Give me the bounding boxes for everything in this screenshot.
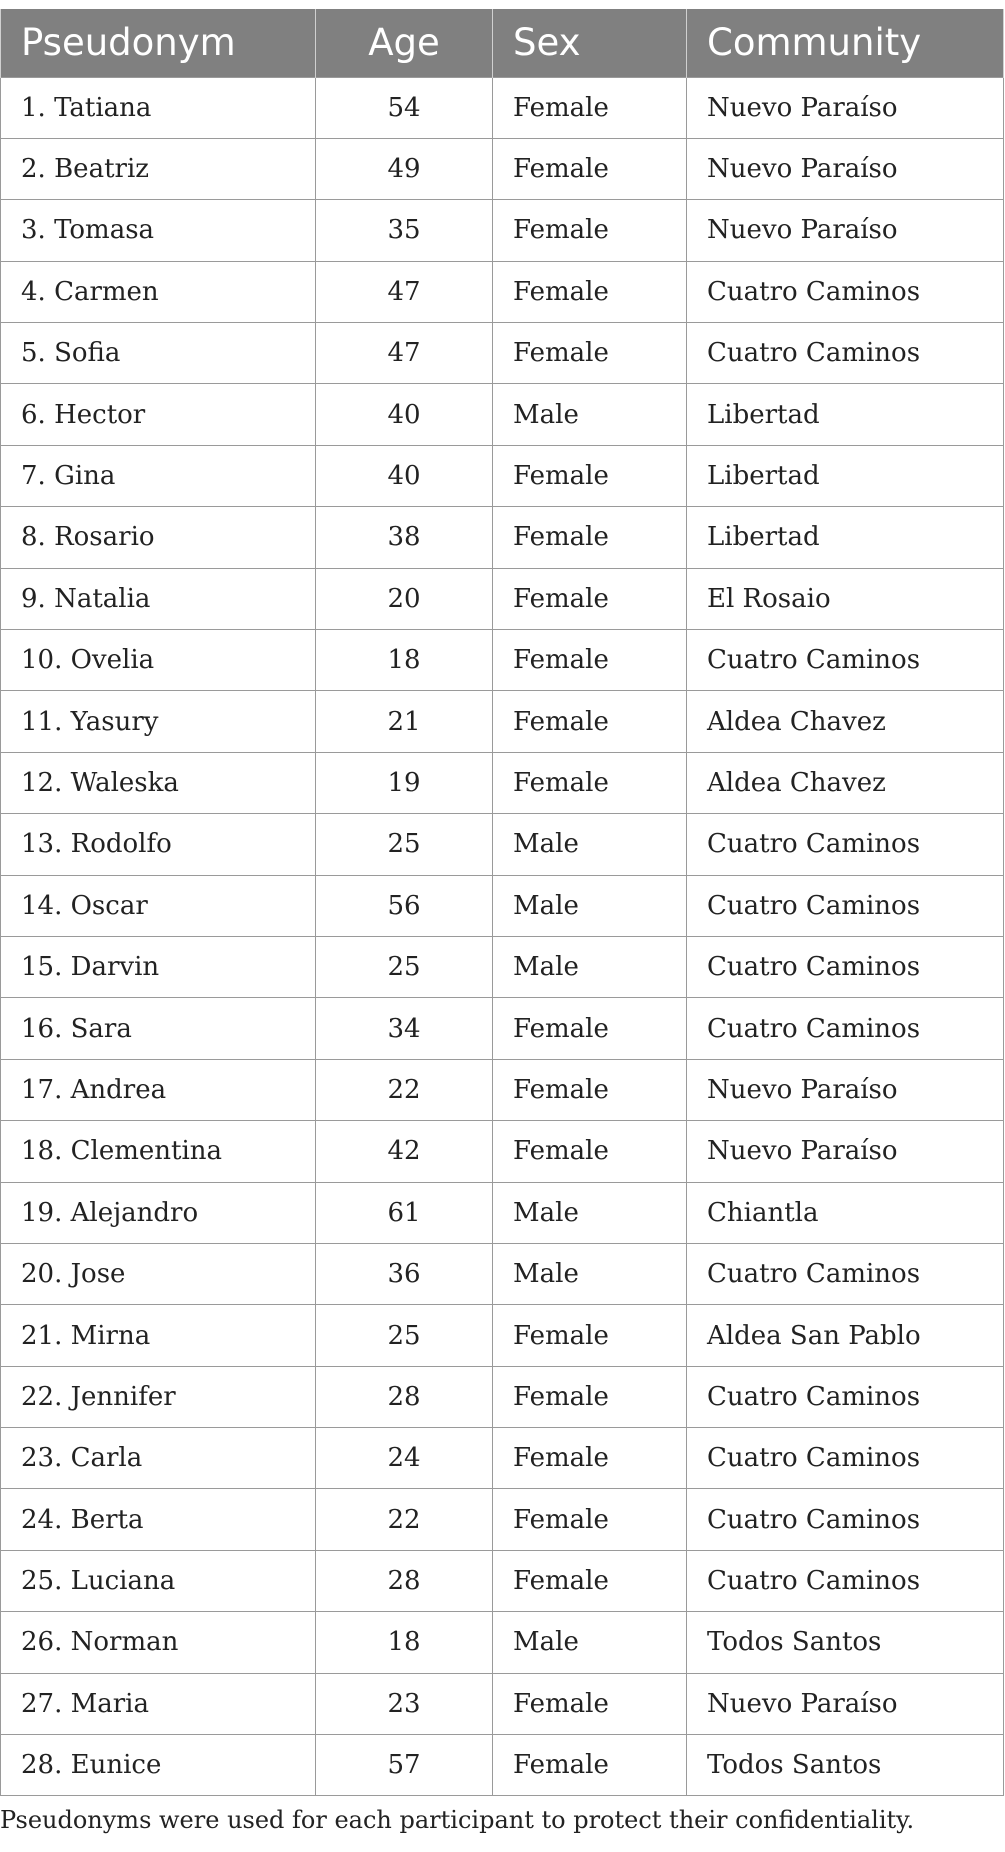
table-row	[1, 1305, 1004, 1366]
pseudonym-cell: 10. Ovelia	[1, 630, 316, 691]
age-cell: 25	[316, 936, 493, 997]
community-cell: Nuevo Paraíso	[687, 77, 1004, 138]
pseudonym-cell: 5. Sofia	[1, 323, 316, 384]
table-row	[1, 875, 1004, 936]
pseudonym-cell: 4. Carmen	[1, 261, 316, 322]
community-cell: Libertad	[687, 445, 1004, 506]
sex-cell: Female	[493, 200, 687, 261]
table-row	[1, 1366, 1004, 1427]
table-row	[1, 323, 1004, 384]
community-cell: Libertad	[687, 507, 1004, 568]
table-row	[1, 1428, 1004, 1489]
table-footnote: Pseudonyms were used for each participant to protect their confidentiality.	[0, 1806, 915, 1834]
sex-cell: Female	[493, 138, 687, 199]
sex-cell: Female	[493, 1673, 687, 1734]
age-cell: 28	[316, 1366, 493, 1427]
age-cell: 54	[316, 77, 493, 138]
age-cell: 23	[316, 1673, 493, 1734]
age-cell: 25	[316, 1305, 493, 1366]
pseudonym-cell: 9. Natalia	[1, 568, 316, 629]
age-cell: 47	[316, 323, 493, 384]
pseudonym-cell: 12. Waleska	[1, 752, 316, 813]
sex-cell: Male	[493, 1182, 687, 1243]
pseudonym-cell: 3. Tomasa	[1, 200, 316, 261]
table-header	[1, 9, 1004, 77]
pseudonym-cell: 23. Carla	[1, 1428, 316, 1489]
table-row	[1, 1243, 1004, 1304]
age-cell: 28	[316, 1550, 493, 1611]
pseudonym-cell: 16. Sara	[1, 998, 316, 1059]
table-row	[1, 445, 1004, 506]
age-cell: 21	[316, 691, 493, 752]
age-cell: 22	[316, 1059, 493, 1120]
sex-cell: Female	[493, 1059, 687, 1120]
table-row	[1, 1059, 1004, 1120]
sex-cell: Female	[493, 1366, 687, 1427]
community-cell: Cuatro Caminos	[687, 1550, 1004, 1611]
table-row	[1, 261, 1004, 322]
table-row	[1, 1612, 1004, 1673]
sex-cell: Female	[493, 1489, 687, 1550]
community-cell: Nuevo Paraíso	[687, 138, 1004, 199]
age-cell: 57	[316, 1735, 493, 1796]
table-body	[1, 77, 1004, 1796]
header-pseudonym: Pseudonym	[1, 9, 316, 77]
pseudonym-cell: 26. Norman	[1, 1612, 316, 1673]
age-cell: 25	[316, 814, 493, 875]
community-cell: Aldea Chavez	[687, 752, 1004, 813]
pseudonym-cell: 17. Andrea	[1, 1059, 316, 1120]
table-row	[1, 1673, 1004, 1734]
community-cell: Cuatro Caminos	[687, 261, 1004, 322]
age-cell: 24	[316, 1428, 493, 1489]
table-row	[1, 1735, 1004, 1796]
table-row	[1, 691, 1004, 752]
sex-cell: Female	[493, 1550, 687, 1611]
age-cell: 47	[316, 261, 493, 322]
community-cell: Aldea Chavez	[687, 691, 1004, 752]
sex-cell: Male	[493, 875, 687, 936]
sex-cell: Female	[493, 568, 687, 629]
sex-cell: Female	[493, 445, 687, 506]
age-cell: 18	[316, 630, 493, 691]
community-cell: Nuevo Paraíso	[687, 1673, 1004, 1734]
community-cell: Todos Santos	[687, 1735, 1004, 1796]
pseudonym-cell: 1. Tatiana	[1, 77, 316, 138]
age-cell: 40	[316, 384, 493, 445]
sex-cell: Female	[493, 752, 687, 813]
pseudonym-cell: 15. Darvin	[1, 936, 316, 997]
header-sex: Sex	[493, 9, 687, 77]
pseudonym-cell: 22. Jennifer	[1, 1366, 316, 1427]
age-cell: 36	[316, 1243, 493, 1304]
community-cell: Nuevo Paraíso	[687, 200, 1004, 261]
table-row	[1, 752, 1004, 813]
age-cell: 35	[316, 200, 493, 261]
community-cell: Nuevo Paraíso	[687, 1059, 1004, 1120]
table-row	[1, 998, 1004, 1059]
sex-cell: Male	[493, 1243, 687, 1304]
sex-cell: Female	[493, 1735, 687, 1796]
pseudonym-cell: 25. Luciana	[1, 1550, 316, 1611]
table-row	[1, 507, 1004, 568]
community-cell: Chiantla	[687, 1182, 1004, 1243]
sex-cell: Female	[493, 998, 687, 1059]
age-cell: 40	[316, 445, 493, 506]
sex-cell: Female	[493, 1428, 687, 1489]
community-cell: Cuatro Caminos	[687, 1428, 1004, 1489]
age-cell: 56	[316, 875, 493, 936]
sex-cell: Female	[493, 1121, 687, 1182]
community-cell: Cuatro Caminos	[687, 814, 1004, 875]
pseudonym-cell: 27. Maria	[1, 1673, 316, 1734]
community-cell: Cuatro Caminos	[687, 936, 1004, 997]
pseudonym-cell: 14. Oscar	[1, 875, 316, 936]
table-row	[1, 568, 1004, 629]
table-row	[1, 1550, 1004, 1611]
header-age: Age	[316, 9, 493, 77]
pseudonym-cell: 18. Clementina	[1, 1121, 316, 1182]
age-cell: 42	[316, 1121, 493, 1182]
community-cell: El Rosaio	[687, 568, 1004, 629]
pseudonym-cell: 13. Rodolfo	[1, 814, 316, 875]
community-cell: Cuatro Caminos	[687, 1489, 1004, 1550]
community-cell: Aldea San Pablo	[687, 1305, 1004, 1366]
pseudonym-cell: 8. Rosario	[1, 507, 316, 568]
sex-cell: Female	[493, 507, 687, 568]
table-row	[1, 200, 1004, 261]
community-cell: Cuatro Caminos	[687, 1243, 1004, 1304]
sex-cell: Male	[493, 936, 687, 997]
pseudonym-cell: 11. Yasury	[1, 691, 316, 752]
sex-cell: Male	[493, 384, 687, 445]
community-cell: Todos Santos	[687, 1612, 1004, 1673]
pseudonym-cell: 24. Berta	[1, 1489, 316, 1550]
table-row	[1, 936, 1004, 997]
pseudonym-cell: 7. Gina	[1, 445, 316, 506]
age-cell: 61	[316, 1182, 493, 1243]
table-row	[1, 1182, 1004, 1243]
participants-table	[0, 9, 1004, 1796]
pseudonym-cell: 6. Hector	[1, 384, 316, 445]
community-cell: Nuevo Paraíso	[687, 1121, 1004, 1182]
table-row	[1, 138, 1004, 199]
age-cell: 18	[316, 1612, 493, 1673]
table-row	[1, 384, 1004, 445]
age-cell: 38	[316, 507, 493, 568]
community-cell: Cuatro Caminos	[687, 630, 1004, 691]
table-row	[1, 77, 1004, 138]
sex-cell: Female	[493, 261, 687, 322]
pseudonym-cell: 20. Jose	[1, 1243, 316, 1304]
table-row	[1, 630, 1004, 691]
pseudonym-cell: 19. Alejandro	[1, 1182, 316, 1243]
community-cell: Cuatro Caminos	[687, 875, 1004, 936]
header-row	[1, 9, 1004, 77]
header-community: Community	[687, 9, 1004, 77]
age-cell: 34	[316, 998, 493, 1059]
sex-cell: Female	[493, 691, 687, 752]
participants-table-container	[0, 9, 1003, 1796]
sex-cell: Female	[493, 630, 687, 691]
table-row	[1, 1121, 1004, 1182]
age-cell: 20	[316, 568, 493, 629]
sex-cell: Male	[493, 1612, 687, 1673]
age-cell: 22	[316, 1489, 493, 1550]
table-row	[1, 814, 1004, 875]
pseudonym-cell: 2. Beatriz	[1, 138, 316, 199]
sex-cell: Female	[493, 77, 687, 138]
community-cell: Cuatro Caminos	[687, 998, 1004, 1059]
sex-cell: Female	[493, 1305, 687, 1366]
community-cell: Libertad	[687, 384, 1004, 445]
community-cell: Cuatro Caminos	[687, 323, 1004, 384]
pseudonym-cell: 28. Eunice	[1, 1735, 316, 1796]
pseudonym-cell: 21. Mirna	[1, 1305, 316, 1366]
age-cell: 49	[316, 138, 493, 199]
sex-cell: Female	[493, 323, 687, 384]
sex-cell: Male	[493, 814, 687, 875]
table-row	[1, 1489, 1004, 1550]
community-cell: Cuatro Caminos	[687, 1366, 1004, 1427]
age-cell: 19	[316, 752, 493, 813]
